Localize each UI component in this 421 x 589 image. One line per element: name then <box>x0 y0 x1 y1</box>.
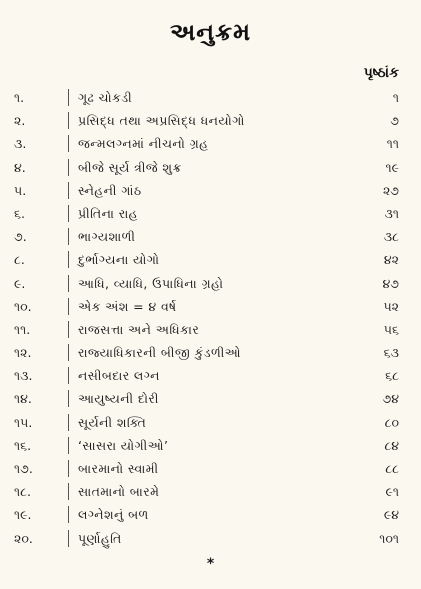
entry-number: ૯. <box>14 275 26 291</box>
entry-title: ‘સાસરા યોગીઓ’ <box>78 437 169 453</box>
entry-divider <box>68 530 69 547</box>
entry-title: લગ્નેશનું બળ <box>78 507 149 523</box>
entry-page: ૯૧ <box>385 484 399 500</box>
entry-page: ૧ <box>392 90 399 105</box>
toc-entry <box>0 156 421 179</box>
page-number-column-header: પૃષ્ઠાંક <box>363 65 399 81</box>
entry-page: ૧૧ <box>386 136 399 152</box>
entry-title: સ્નેહની ગાંઠ <box>78 182 142 198</box>
entry-page: ૧૯ <box>385 159 399 175</box>
entry-divider <box>68 437 69 454</box>
toc-entry <box>0 179 421 202</box>
entry-page: ૧૦૧ <box>379 530 399 546</box>
entry-divider <box>68 112 69 129</box>
page-title: અનુક્રમ <box>169 18 252 46</box>
entry-page: ૭૪ <box>382 391 399 407</box>
entry-number: ૨૦. <box>14 530 33 546</box>
entry-title: રાજસત્તા અને અધિકાર <box>78 321 200 337</box>
entry-divider <box>68 460 69 477</box>
entry-number: ૧૬. <box>14 437 32 453</box>
toc-entry <box>0 248 421 271</box>
toc-entry <box>0 364 421 387</box>
entry-title: ભાગ્યશાળી <box>78 229 136 245</box>
toc-entry <box>0 457 421 480</box>
entry-title: સાતમાનો બારમે <box>78 484 160 500</box>
entry-title: પૂર્ણાહુતિ <box>78 530 122 546</box>
entry-number: ૪. <box>14 159 26 175</box>
entry-title: જન્મલગ્નમાં નીચનો ગ્રહ <box>78 136 209 152</box>
entry-number: ૧૧. <box>14 321 31 337</box>
entry-page: ૩૮ <box>383 229 399 245</box>
entry-page: ૪૭ <box>382 275 399 291</box>
entry-divider <box>68 298 69 315</box>
entry-number: ૧૫. <box>14 414 33 430</box>
toc-entry <box>0 132 421 155</box>
entry-number: ૧૮. <box>14 484 31 500</box>
entry-divider <box>68 367 69 384</box>
toc-entry <box>0 225 421 248</box>
entry-title: એક અંશ = ૪ વર્ષ <box>78 298 177 314</box>
entry-number: ૭. <box>14 229 27 245</box>
entry-number: ૧૦. <box>14 298 32 314</box>
entry-number: ૧૯. <box>14 507 32 523</box>
entry-title: નસીબદાર લગ્ન <box>78 368 160 384</box>
entry-divider <box>68 228 69 245</box>
entry-divider <box>68 390 69 407</box>
entry-number: ૬. <box>14 205 25 221</box>
entry-title: આધિ, વ્યાધિ, ઉપાધિના ગ્રહો <box>78 275 224 291</box>
entry-number: ૧૭. <box>14 461 33 476</box>
toc-entry <box>0 411 421 434</box>
entry-title: સૂર્યની શક્તિ <box>78 414 147 430</box>
toc-entry <box>0 86 421 109</box>
entry-title: બારમાનો સ્વામી <box>78 461 159 476</box>
entry-page: ૫૬ <box>383 321 399 337</box>
entry-number: ૧૪. <box>14 391 32 407</box>
table-of-contents <box>0 86 421 550</box>
entry-page: ૨૭ <box>382 182 399 198</box>
entry-number: ૧. <box>14 90 25 105</box>
toc-entry <box>0 341 421 364</box>
toc-entry <box>0 295 421 318</box>
entry-title: પ્રસિદ્ધ તથા અપ્રસિદ્ધ ધનયોગો <box>78 113 245 129</box>
footer-asterisk: * <box>206 556 215 572</box>
entry-page: ૪૨ <box>383 252 399 268</box>
entry-number: ૧૨. <box>14 345 32 361</box>
entry-page: ૮૦ <box>384 414 399 430</box>
toc-entry <box>0 527 421 550</box>
entry-divider <box>68 251 69 268</box>
toc-entry <box>0 202 421 225</box>
entry-page: ૬૩ <box>383 345 399 361</box>
entry-page: ૯૪ <box>383 507 399 523</box>
entry-divider <box>68 89 69 106</box>
entry-divider <box>68 483 69 500</box>
entry-page: ૮૪ <box>384 437 399 453</box>
entry-page: ૫૨ <box>383 298 399 314</box>
entry-divider <box>68 159 69 176</box>
entry-divider <box>68 414 69 431</box>
entry-title: રાજ્યાધિકારની બીજી કુંડળીઓ <box>78 345 241 361</box>
entry-divider <box>68 344 69 361</box>
entry-divider <box>68 205 69 222</box>
entry-number: ૫. <box>14 182 27 198</box>
entry-title: આયુષ્યની દોરી <box>78 391 159 407</box>
entry-number: ૨. <box>14 113 26 129</box>
toc-entry <box>0 434 421 457</box>
toc-entry <box>0 109 421 132</box>
toc-entry <box>0 480 421 503</box>
entry-title: ગૂઢ ચોકડી <box>78 90 133 105</box>
entry-number: ૩. <box>14 136 27 152</box>
entry-page: ૩૧ <box>384 205 399 221</box>
entry-divider <box>68 506 69 523</box>
toc-entry <box>0 387 421 410</box>
entry-title: બીજે સૂર્ય ત્રીજે શુક્ર <box>78 159 182 175</box>
toc-entry <box>0 503 421 526</box>
toc-entry <box>0 318 421 341</box>
entry-divider <box>68 135 69 152</box>
entry-number: ૧૩. <box>14 368 33 384</box>
entry-divider <box>68 275 69 292</box>
entry-page: ૭ <box>390 113 399 129</box>
entry-page: ૮૮ <box>385 461 399 476</box>
entry-number: ૮. <box>14 252 25 268</box>
toc-entry <box>0 272 421 295</box>
entry-divider <box>68 182 69 199</box>
entry-page: ૬૮ <box>385 368 399 384</box>
entry-title: દુર્ભાગ્યના યોગો <box>78 252 160 268</box>
entry-title: પ્રીતિના રાહ <box>78 205 138 221</box>
entry-divider <box>68 321 69 338</box>
